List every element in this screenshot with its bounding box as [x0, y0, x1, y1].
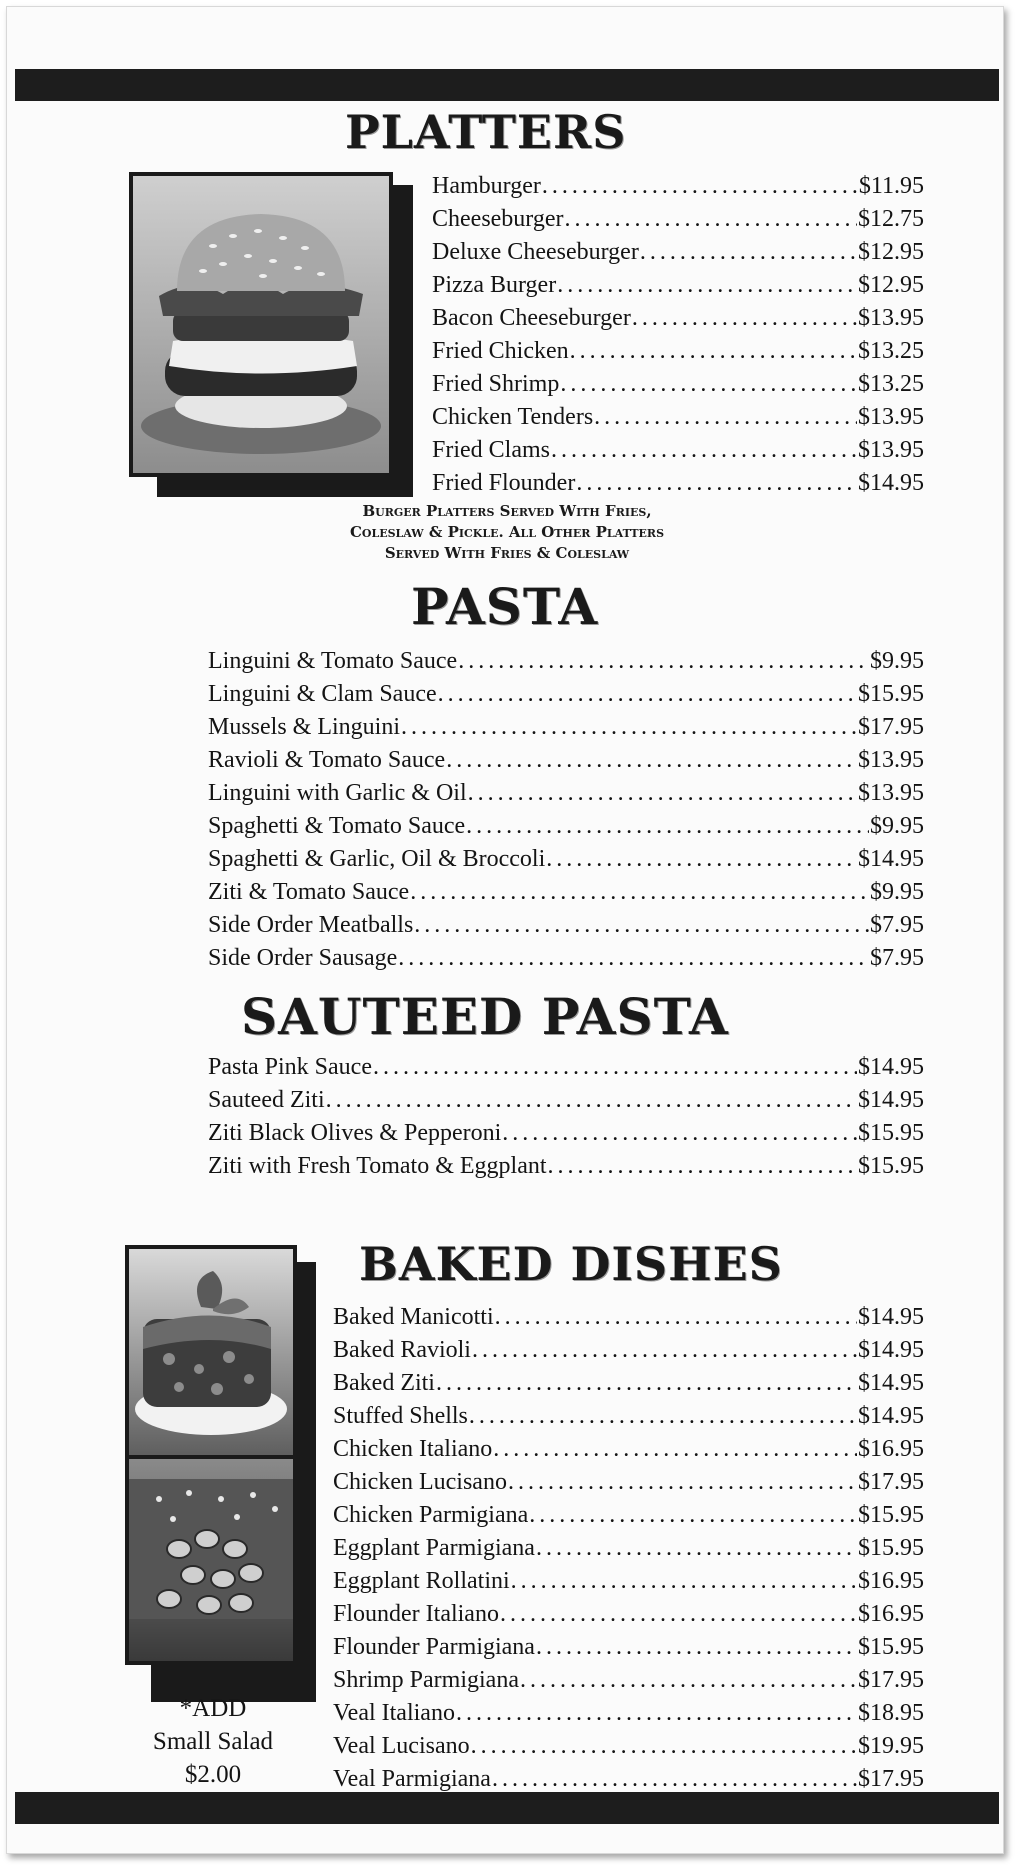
list-item: Linguini & Clam Sauce ..... $15.95 [208, 675, 924, 708]
burger-image [133, 176, 389, 473]
list-item: Mussels & Linguini ..... $17.95 [208, 708, 924, 741]
list-item: Baked Ziti ..... $14.95 [333, 1364, 924, 1397]
platters-note [237, 501, 777, 564]
list-item: Deluxe Cheeseburger ..... $12.95 [432, 233, 924, 266]
list-item: Baked Manicotti ..... $14.95 [333, 1298, 924, 1331]
list-item: Fried Clams ..... $13.95 [432, 431, 924, 464]
top-border-bar [15, 69, 999, 101]
salad-note-line: Small Salad [152, 1728, 274, 1755]
add-salad-note [123, 1692, 303, 1791]
baked-dishes-list [333, 1298, 924, 1793]
list-item: Cheeseburger ..... $12.75 [432, 200, 924, 233]
list-item: Bacon Cheeseburger ..... $13.95 [432, 299, 924, 332]
list-item: Stuffed Shells ..... $14.95 [333, 1397, 924, 1430]
list-item: Chicken Lucisano ..... $17.95 [333, 1463, 924, 1496]
list-item: Baked Ravioli ..... $14.95 [333, 1331, 924, 1364]
platters-list [432, 167, 924, 497]
platters-heading: PLATTERS [345, 105, 627, 159]
list-item: Fried Flounder ..... $14.95 [432, 464, 924, 497]
platters-note-line: Coleslaw & Pickle. All Other Platters [349, 523, 665, 541]
list-item: Ziti & Tomato Sauce ..... $9.95 [208, 873, 924, 906]
baked-dishes-image [129, 1249, 293, 1661]
list-item: Chicken Italiano ..... $16.95 [333, 1430, 924, 1463]
platters-note-line: Burger Platters Served With Fries, [362, 502, 652, 520]
list-item: Chicken Tenders ..... $13.95 [432, 398, 924, 431]
list-item: Ravioli & Tomato Sauce ..... $13.95 [208, 741, 924, 774]
pasta-list [208, 642, 924, 972]
burger-photo [129, 172, 393, 477]
list-item: Fried Chicken ..... $13.25 [432, 332, 924, 365]
list-item: Ziti Black Olives & Pepperoni ..... $15.95 [208, 1114, 924, 1147]
baked-dishes-photo [125, 1245, 297, 1665]
sauteed-pasta-list [208, 1048, 924, 1180]
list-item: Veal Lucisano ..... $19.95 [333, 1727, 924, 1760]
salad-note-line: *ADD [179, 1695, 247, 1722]
list-item: Chicken Parmigiana ..... $15.95 [333, 1496, 924, 1529]
list-item: Eggplant Rollatini ..... $16.95 [333, 1562, 924, 1595]
list-item: Spaghetti & Tomato Sauce ..... $9.95 [208, 807, 924, 840]
menu-page [6, 6, 1004, 1854]
bottom-border-bar [15, 1792, 999, 1824]
list-item: Linguini with Garlic & Oil ..... $13.95 [208, 774, 924, 807]
list-item: Shrimp Parmigiana ..... $17.95 [333, 1661, 924, 1694]
baked-dishes-heading: BAKED DISHES [359, 1237, 783, 1291]
pasta-heading: PASTA [411, 577, 599, 636]
list-item: Flounder Parmigiana ..... $15.95 [333, 1628, 924, 1661]
salad-note-line: $2.00 [184, 1761, 242, 1788]
list-item: Spaghetti & Garlic, Oil & Broccoli ..... $14.95 [208, 840, 924, 873]
platters-note-line: Served With Fries & Coleslaw [384, 544, 630, 562]
list-item: Sauteed Ziti ..... $14.95 [208, 1081, 924, 1114]
list-item: Hamburger ..... $11.95 [432, 167, 924, 200]
list-item: Eggplant Parmigiana ..... $15.95 [333, 1529, 924, 1562]
list-item: Veal Italiano ..... $18.95 [333, 1694, 924, 1727]
list-item: Ziti with Fresh Tomato & Eggplant ..... $15.95 [208, 1147, 924, 1180]
sauteed-pasta-heading: SAUTEED PASTA [241, 987, 729, 1046]
list-item: Side Order Sausage ..... $7.95 [208, 939, 924, 972]
list-item: Linguini & Tomato Sauce ..... $9.95 [208, 642, 924, 675]
list-item: Pasta Pink Sauce ..... $14.95 [208, 1048, 924, 1081]
list-item: Veal Parmigiana ..... $17.95 [333, 1760, 924, 1793]
list-item: Flounder Italiano ..... $16.95 [333, 1595, 924, 1628]
list-item: Side Order Meatballs ..... $7.95 [208, 906, 924, 939]
list-item: Pizza Burger ..... $12.95 [432, 266, 924, 299]
list-item: Fried Shrimp ..... $13.25 [432, 365, 924, 398]
